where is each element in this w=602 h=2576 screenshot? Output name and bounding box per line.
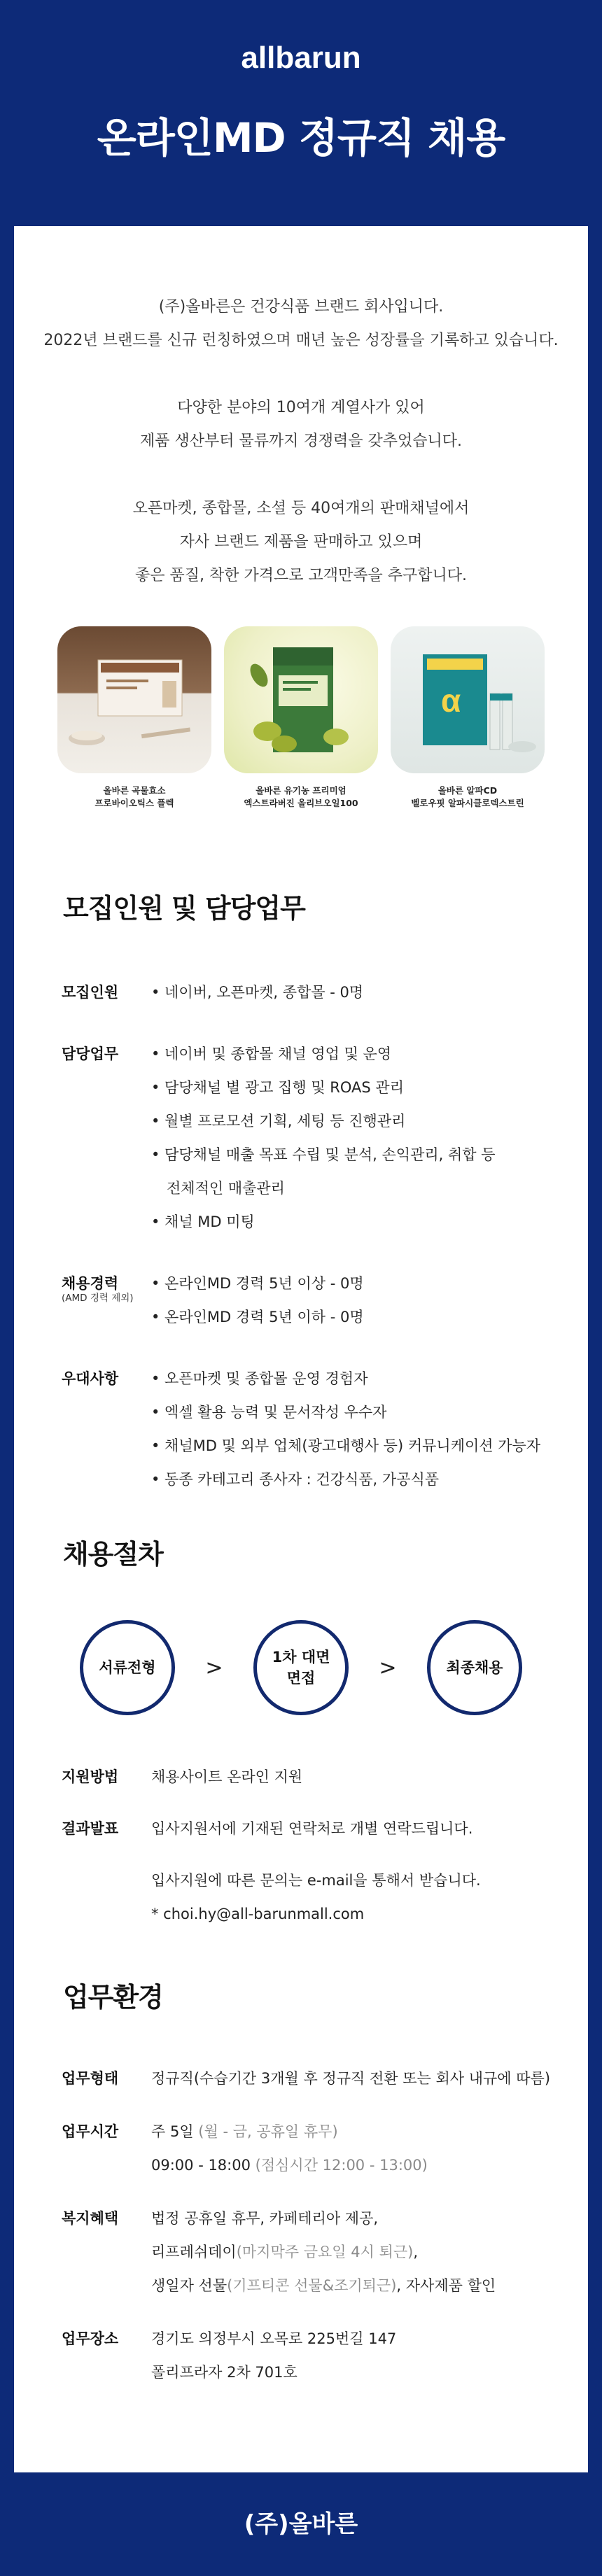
row-label bbox=[62, 1267, 151, 1334]
detail-row bbox=[62, 2322, 560, 2389]
detail-row bbox=[62, 2062, 560, 2095]
row-value: • 온라인MD 경력 5년 이상 - 0명 bbox=[151, 1275, 364, 1292]
row-value: • 동종 카테고리 종사자 : 건강식품, 가공식품 bbox=[151, 1471, 440, 1488]
intro-paragraph bbox=[14, 290, 588, 358]
product-discount: , 자사제품 할인 bbox=[396, 2277, 496, 2294]
product-gallery bbox=[14, 626, 588, 810]
product-image-alpha-cd bbox=[391, 626, 545, 773]
product-card bbox=[391, 626, 545, 810]
row-value: • 온라인MD 경력 5년 이하 - 0명 bbox=[151, 1309, 364, 1325]
row-value: • 월별 프로모션 기획, 세팅 등 진행관리 bbox=[151, 1113, 406, 1129]
product-caption-line: 벨로우핏 알파시클로덱스트린 bbox=[411, 798, 524, 808]
product-caption-line: 프로바이오틱스 플렉 bbox=[94, 798, 174, 808]
row-values bbox=[151, 2062, 550, 2095]
row-value: 법정 공휴일 휴무, 카페테리아 제공, bbox=[151, 2210, 379, 2227]
row-value bbox=[151, 2148, 428, 2182]
content-card bbox=[14, 226, 588, 2472]
detail-row bbox=[62, 976, 560, 1009]
product-caption-line: 올바른 유기농 프리미엄 bbox=[255, 785, 346, 796]
row-value: • 담당채널 별 광고 집행 및 ROAS 관리 bbox=[151, 1079, 404, 1096]
row-label-text: 채용경력 bbox=[62, 1275, 119, 1292]
detail-row bbox=[62, 1760, 560, 1794]
process-steps bbox=[14, 1620, 588, 1715]
birthday-gift-note: (기프티콘 선물&조기퇴근) bbox=[227, 2277, 397, 2294]
page-title: 온라인MD 정규직 채용 bbox=[97, 114, 505, 162]
step-label: 최종채용 bbox=[446, 1659, 503, 1676]
intro-line: (주)올바른은 건강식품 브랜드 회사입니다. bbox=[158, 298, 444, 316]
row-value: 경기도 의정부시 오목로 225번길 147 bbox=[151, 2330, 397, 2347]
row-value bbox=[151, 2269, 496, 2302]
row-value: • 네이버 및 종합몰 채널 영업 및 운영 bbox=[151, 1046, 392, 1062]
work-days-note: (월 - 금, 공휴일 휴무) bbox=[198, 2123, 338, 2140]
chevron-right-icon: > bbox=[205, 1655, 223, 1680]
birthday-gift: 생일자 선물 bbox=[151, 2277, 227, 2294]
row-values bbox=[151, 1812, 481, 1931]
row-label: 업무형태 bbox=[62, 2070, 119, 2087]
intro-line: 좋은 품질, 착한 가격으로 고객만족을 추구합니다. bbox=[135, 567, 467, 584]
header-banner bbox=[0, 0, 602, 224]
row-values bbox=[151, 2202, 496, 2302]
row-value: • 채널MD 및 외부 업체(광고대행사 등) 커뮤니케이션 가능자 bbox=[151, 1437, 541, 1454]
section-title-process: 채용절차 bbox=[63, 1539, 163, 1570]
row-values bbox=[151, 2322, 396, 2389]
product-caption-line: 올바른 알파CD bbox=[438, 785, 498, 796]
row-label: 결과발표 bbox=[62, 1820, 119, 1837]
lunch-note: (점심시간 12:00 - 13:00) bbox=[255, 2157, 428, 2174]
row-values bbox=[151, 1037, 496, 1239]
chevron-right-icon: > bbox=[379, 1655, 397, 1680]
detail-row bbox=[62, 1037, 560, 1239]
row-label: 모집인원 bbox=[62, 984, 119, 1001]
row-values bbox=[151, 1760, 302, 1794]
company-intro bbox=[14, 226, 588, 593]
row-value bbox=[151, 2235, 496, 2269]
intro-line: 오픈마켓, 종합몰, 소셜 등 40여개의 판매채널에서 bbox=[132, 500, 470, 517]
work-days: 주 5일 bbox=[151, 2123, 199, 2140]
detail-row bbox=[62, 1362, 560, 1496]
svg-text:α: α bbox=[441, 682, 461, 719]
inquiry-text: 입사지원에 따른 문의는 e-mail을 통해서 받습니다. bbox=[151, 1872, 481, 1889]
row-values bbox=[151, 1362, 540, 1496]
detail-row bbox=[62, 1812, 560, 1931]
row-value: 전체적인 매출관리 bbox=[167, 1180, 285, 1197]
product-image-olive-oil bbox=[224, 626, 378, 773]
row-values bbox=[151, 976, 363, 1009]
row-label: 업무시간 bbox=[62, 2123, 119, 2140]
row-value bbox=[151, 2115, 428, 2148]
intro-line: 자사 브랜드 제품을 판매하고 있으며 bbox=[179, 533, 423, 551]
work-hours: 09:00 - 18:00 bbox=[151, 2157, 255, 2174]
row-value: 입사지원서에 기재된 연락처로 개별 연락드립니다. bbox=[151, 1820, 473, 1837]
step-final-hire bbox=[427, 1620, 522, 1715]
intro-line: 다양한 분야의 10여개 계열사가 있어 bbox=[177, 399, 425, 416]
intro-paragraph bbox=[14, 492, 588, 593]
row-value: • 네이버, 오픈마켓, 종합몰 - 0명 bbox=[151, 984, 364, 1001]
row-label: 지원방법 bbox=[62, 1768, 119, 1785]
row-value: • 오픈마켓 및 종합몰 운영 경험자 bbox=[151, 1370, 368, 1387]
step-interview bbox=[253, 1620, 349, 1715]
row-label: 복지혜택 bbox=[62, 2210, 119, 2227]
product-caption bbox=[391, 784, 545, 810]
section-title-work: 업무환경 bbox=[63, 1982, 163, 2013]
row-value: • 담당채널 매출 목표 수립 및 분석, 손익관리, 취합 등 bbox=[151, 1146, 496, 1163]
punct: , bbox=[413, 2244, 419, 2260]
section-title-recruit: 모집인원 및 담당업무 bbox=[63, 893, 305, 924]
recruit-details bbox=[14, 976, 588, 1496]
detail-row bbox=[62, 2202, 560, 2302]
row-value: • 엑셀 활용 능력 및 문서작성 우수자 bbox=[151, 1404, 387, 1421]
step-label: 1차 대면 면접 bbox=[272, 1649, 330, 1687]
product-caption-line: 올바른 곡물효소 bbox=[103, 785, 166, 796]
detail-row bbox=[62, 1267, 560, 1334]
detail-row bbox=[62, 2115, 560, 2182]
row-label: 담당업무 bbox=[62, 1046, 119, 1062]
spacer bbox=[151, 1845, 481, 1864]
row-sublabel: (AMD 경력 제외) bbox=[62, 1293, 134, 1304]
contact-email[interactable]: * choi.hy@all-barunmall.com bbox=[151, 1906, 365, 1922]
product-card bbox=[57, 626, 211, 810]
brand-logo: allbarun bbox=[241, 41, 361, 75]
row-values bbox=[151, 1267, 364, 1334]
step-label: 서류전형 bbox=[99, 1659, 156, 1676]
product-caption bbox=[57, 784, 211, 810]
row-value: • 채널 MD 미팅 bbox=[151, 1213, 255, 1230]
row-value: 채용사이트 온라인 지원 bbox=[151, 1768, 303, 1785]
intro-paragraph bbox=[14, 391, 588, 458]
row-value: 폴리프라자 2차 701호 bbox=[151, 2364, 298, 2381]
footer-company-name: (주)올바른 bbox=[244, 2510, 358, 2538]
product-image-enzyme bbox=[57, 626, 211, 773]
intro-line: 제품 생산부터 물류까지 경쟁력을 갖추었습니다. bbox=[139, 432, 462, 450]
row-values bbox=[151, 2115, 428, 2182]
work-details bbox=[14, 2062, 588, 2389]
product-caption-line: 엑스트라버진 올리브오일100 bbox=[244, 798, 358, 808]
row-value: 정규직(수습기간 3개월 후 정규직 전환 또는 회사 내규에 따름) bbox=[151, 2070, 551, 2087]
step-document-screening bbox=[80, 1620, 175, 1715]
refresh-day-note: (마지막주 금요일 4시 퇴근) bbox=[236, 2244, 414, 2260]
row-label: 업무장소 bbox=[62, 2330, 119, 2347]
process-details bbox=[14, 1760, 588, 1931]
intro-line: 2022년 브랜드를 신규 런칭하였으며 매년 높은 성장률을 기록하고 있습니다. bbox=[43, 332, 559, 349]
product-card bbox=[224, 626, 378, 810]
refresh-day: 리프레쉬데이 bbox=[151, 2244, 237, 2260]
product-caption bbox=[224, 784, 378, 810]
row-label: 우대사항 bbox=[62, 1370, 119, 1387]
